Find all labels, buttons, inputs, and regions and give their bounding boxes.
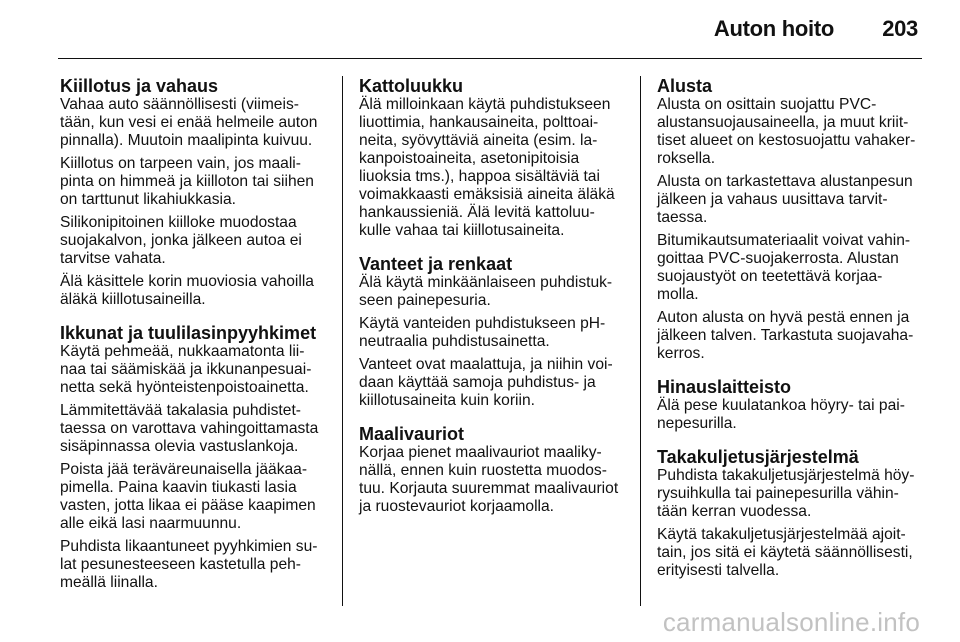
text-line: pinta on himmeä ja kiilloton tai siihen [60,173,314,190]
paragraph [60,343,328,397]
text-line: liuottimia, hankausaineita, polttoai- [359,114,599,131]
paragraph [60,538,328,592]
text-line: Alusta on osittain suojattu PVC- [657,96,877,113]
text-line: Älä pese kuulatankoa höyry- tai pai- [657,397,905,414]
paragraph [657,397,925,433]
page-header-title: Auton hoito [713,16,834,41]
column-divider [342,76,343,606]
paragraph [359,96,627,240]
text-line: pinnalla). Muutoin maalipinta kuivuu. [60,132,313,149]
text-line: neita, syövyttäviä aineita (esim. la- [359,132,598,149]
text-line: tään, kun vesi ei enää helmeile auton [60,114,318,131]
text-line: seen painepesuria. [359,292,491,309]
text-line: suojaustyöt on teetettävä korjaa- [657,268,883,285]
paragraph [60,96,328,150]
text-line: alustansuojausaineella, ja muut kriit- [657,114,909,131]
text-line: Poista jää teräväreunaisella jääkaa- [60,461,308,478]
column-3 [657,76,925,594]
text-line: lat pesunesteeseen kastetulla peh- [60,556,302,573]
paragraph [657,96,925,168]
text-line: netta sekä hyönteistenpoistoainetta. [60,379,309,396]
text-line: Puhdista likaantuneet pyyhkimien su- [60,538,318,555]
text-line: voimakkaasti emäksisiä aineita äläkä [359,186,615,203]
paragraph [60,402,328,456]
paragraph [657,467,925,521]
column-2 [359,76,627,530]
text-line: on tarttunut likahiukkasia. [60,191,236,208]
column-1 [60,76,328,606]
paragraph [359,274,627,310]
section [359,254,627,410]
text-line: tain, jos sitä ei käytetä säännöllisesti, [657,544,913,561]
text-line: nällä, ennen kuin ruostetta muodos- [359,462,607,479]
text-line: tuu. Korjauta suuremmat maalivauriot [359,480,619,497]
text-line: Käytä vanteiden puhdistukseen pH- [359,315,606,332]
text-line: Käytä pehmeää, nukkaamatonta lii- [60,343,305,360]
section [657,76,925,363]
section-heading: Hinauslaitteisto [657,377,792,397]
text-line: Vanteet ovat maalattuja, ja niihin voi- [359,356,613,373]
text-line: Korjaa pienet maalivauriot maaliky- [359,444,602,461]
text-line: Lämmitettävää takalasia puhdistet- [60,402,301,419]
text-line: pimella. Paina kaavin tiukasti lasia [60,479,297,496]
header-rule [58,58,922,59]
text-line: daan käyttää samoja puhdistus- ja [359,374,596,391]
text-line: kanpoistoaineita, asetonipitoisia [359,150,580,167]
section [359,424,627,516]
text-line: Älä käytä minkäänlaiseen puhdistuk- [359,274,613,291]
text-line: kiillotusaineita kuin koriin. [359,392,535,409]
text-line: rysuihkulla tai painepesurilla vähin- [657,485,899,502]
text-line: Puhdista takakuljetusjärjestelmä höy- [657,467,915,484]
section-heading: Takakuljetusjärjestelmä [657,447,859,467]
paragraph [60,155,328,209]
text-line: ja ruostevauriot korjaamolla. [359,498,555,515]
text-line: jälkeen ja vahaus uusittava tarvit- [657,191,888,208]
text-line: tään kerran vuodessa. [657,503,812,520]
text-line: tarvitse vahata. [60,250,166,267]
paragraph [60,214,328,268]
text-line: Kiillotus on tarpeen vain, jos maali- [60,155,301,172]
watermark-text: carmanualsonline.info [662,607,920,637]
section [359,76,627,240]
text-line: nepesurilla. [657,415,737,432]
text-line: alle eikä lasi naarmuunnu. [60,515,242,532]
paragraph [657,526,925,580]
text-line: taessa. [657,209,708,226]
text-line: hankaussieniä. Älä levitä kattoluu- [359,204,595,221]
page-number: 203 [882,16,918,41]
paragraph [657,232,925,304]
section [657,377,925,433]
section [60,323,328,592]
paragraph [657,309,925,363]
text-line: goittaa PVC-suojakerrosta. Alustan [657,250,899,267]
text-line: tiset alueet on kestosuojattu vahaker- [657,132,916,149]
text-line: Silikonipitoinen kiilloke muodostaa [60,214,297,231]
section [60,76,328,309]
text-line: Älä milloinkaan käytä puhdistukseen [359,96,611,113]
paragraph [60,461,328,533]
section-heading: Vanteet ja renkaat [359,254,513,274]
paragraph [359,356,627,410]
text-line: sisäpinnassa olevia vastuslankoja. [60,438,299,455]
text-line: kulle vahaa tai kiillotusaineita. [359,222,565,239]
text-line: Vahaa auto säännöllisesti (viimeis- [60,96,299,113]
paragraph [60,273,328,309]
text-line: äläkä kiillotusaineilla. [60,291,206,308]
text-line: naa tai säämiskää ja ikkunanpesuai- [60,361,312,378]
text-line: Bitumikautsumateriaalit voivat vahin- [657,232,911,249]
text-line: meällä liinalla. [60,574,158,591]
text-line: Käytä takakuljetusjärjestelmää ajoit- [657,526,906,543]
text-line: erityisesti talvella. [657,562,780,579]
paragraph [359,444,627,516]
section-heading: Alusta [657,76,713,96]
paragraph [359,315,627,351]
text-line: molla. [657,286,699,303]
text-line: jälkeen talven. Tarkastuta suojavaha- [657,327,914,344]
text-line: kerros. [657,345,705,362]
section-heading: Kattoluukku [359,76,464,96]
text-line: liuoksia tms.), happoa sisältäviä tai [359,168,600,185]
section [657,447,925,580]
text-line: Alusta on tarkastettava alustanpesun [657,173,913,190]
section-heading: Kiillotus ja vahaus [60,76,219,96]
column-divider [640,76,641,606]
text-line: roksella. [657,150,716,167]
text-line: vasten, jotta likaa ei pääse kaapimen [60,497,316,514]
text-line: neutraalia puhdistusainetta. [359,333,550,350]
section-heading: Maalivauriot [359,424,465,444]
text-line: Auton alusta on hyvä pestä ennen ja [657,309,910,326]
text-line: taessa on varottava vahingoittamasta [60,420,319,437]
text-line: suojakalvon, jonka jälkeen autoa ei [60,232,302,249]
text-line: Älä käsittele korin muoviosia vahoilla [60,273,314,290]
paragraph [657,173,925,227]
section-heading: Ikkunat ja tuulilasinpyyhkimet [60,323,317,343]
